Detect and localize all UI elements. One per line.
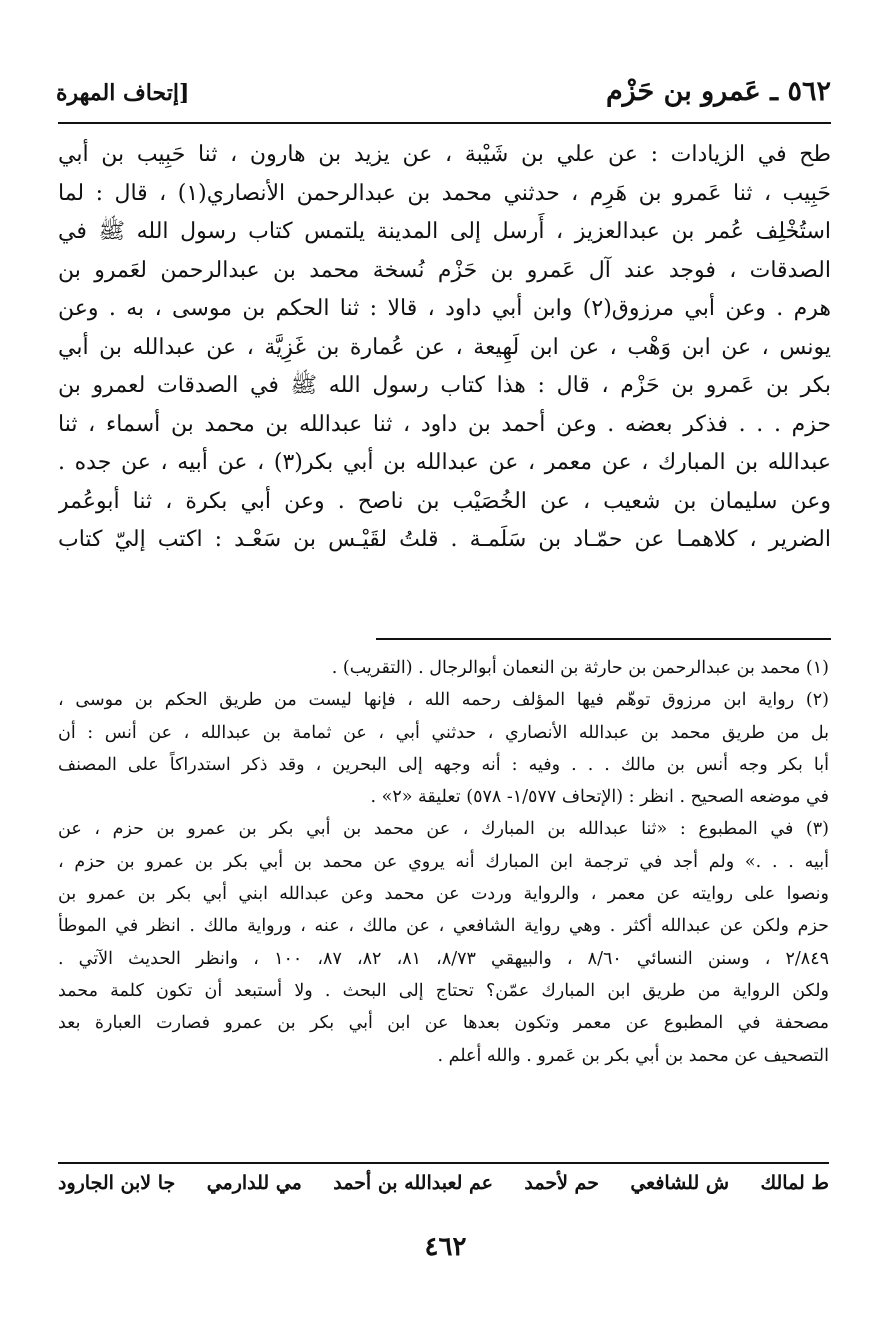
text-line: هرم . وعن أبي مرزوق(٢) وابن أبي داود ، قالا : ثنا الحكم بن موسى ، به . وعن <box>58 296 831 321</box>
footnote-line: بل من طريق محمد بن عبدالله الأنصاري ، حدثني أبي ، عن ثمامة بن عبدالله ، عن أنس : أن <box>58 722 829 743</box>
footnote-line: ولكن الرواية من طريق ابن المبارك عمّن؟ تحتاج إلى البحث . ولا أستبعد أن تكون كلمة محمد <box>58 980 829 1001</box>
footnote-line: ٢/٨٤٩ ، وسنن النسائي ٨/٦٠ ، والبيهقي ٨/٧٣، ٨١، ٨٢، ٨٧، ١٠٠ ، وانظر الحديث الآتي . <box>58 948 829 969</box>
footnote-separator <box>376 638 831 640</box>
main-text <box>58 136 831 560</box>
text-line: طح في الزيادات : عن علي بن شَيْبة ، عن يزيد بن هارون ، ثنا حَبِيب بن أبي <box>58 142 831 167</box>
sigla-separator <box>58 1162 829 1164</box>
footnote-line: مصحفة في المطبوع عن معمر وتكون بعدها عن ابن أبي بكر بن عمرو فصارت العبارة بعد <box>58 1013 829 1034</box>
page-number: ٤٦٢ <box>424 1232 467 1262</box>
text-line: حَبِيب ، ثنا عَمرو بن هَرِم ، حدثني محمد بن عبدالرحمن الأنصاري(١) ، قال : لما <box>58 180 831 206</box>
footnotes <box>58 652 829 1072</box>
text-line: الصدقات ، فوجد عند آل عَمرو بن حَزْم نُسخة محمد بن عبدالرحمن لعَمرو بن <box>58 257 831 283</box>
footnote-line: أبا بكر وجه أنس بن مالك . . . وفيه : أنه وجهه إلى البحرين ، وقد ذكر استدراكاً على المصنف <box>58 754 829 775</box>
footnote-line: ونصوا على روايته عن معمر ، والرواية وردت عن محمد وعن عبدالله ابني أبي بكر بن عمرو بن <box>58 884 829 905</box>
siglum: جا لابن الجارود <box>58 1172 176 1194</box>
siglum: حم لأحمد <box>524 1172 599 1194</box>
footnote-line: (٣) في المطبوع : «ثنا عبدالله بن المبارك ، عن محمد بن أبي بكر بن عمرو بن حزم ، عن <box>58 819 829 840</box>
text-line: يونس ، عن ابن وَهْب ، عن ابن لَهِيعة ، عن عُمارة بن غَزِيَّة ، عن عبدالله بن أبي <box>58 334 831 360</box>
siglum: ش للشافعي <box>630 1172 730 1194</box>
footnote-line: التصحيف عن محمد بن أبي بكر بن عَمرو . والله أعلم . <box>437 1045 829 1066</box>
text-line: بكر بن عَمرو بن حَزْم ، قال : هذا كتاب رسول الله ﷺ في الصدقات لعمرو بن <box>58 373 831 398</box>
text-line: حزم . . . فذكر بعضه . وعن أحمد بن داود ، ثنا عبدالله بن محمد بن أسماء ، ثنا <box>58 411 831 437</box>
book-title: [إتحاف المهرة <box>56 80 190 106</box>
footnote-line: حزم ولكن عن عبدالله أكثر . وهي رواية الشافعي ، عن مالك ، عنه ، ورواية مالك . انظر في الموطأ <box>58 916 829 937</box>
text-line: عبدالله بن المبارك ، عن معمر ، عن عبدالله بن أبي بكر(٣) ، عن أبيه ، عن جده . <box>58 450 831 475</box>
footnote-line: في موضعه الصحيح . انظر : (الإتحاف ١/٥٧٧- ٥٧٨) تعليقة «٢» . <box>370 787 829 808</box>
text-line: الضرير ، كلاهمـا عن حمّـاد بن سَلَمـة . قلتُ لقَيْـس بن سَعْـد : اكتب إليّ كتاب <box>58 527 831 552</box>
siglum: عم لعبدالله بن أحمد <box>333 1172 493 1194</box>
sigla-legend <box>58 1172 829 1208</box>
text-line: استُخْلِف عُمر بن عبدالعزيز ، أَرسل إلى المدينة يلتمس كتاب رسول الله ﷺ في <box>58 219 831 244</box>
siglum: ط لمالك <box>760 1172 829 1194</box>
footnote-line: أبيه . . .» ولم أجد في ترجمة ابن المبارك أنه يروي عن محمد بن أبي بكر بن عمرو بن حزم ، <box>58 851 829 872</box>
header-rule <box>58 122 831 124</box>
footnote-line: (١) محمد بن عبدالرحمن بن حارثة بن النعمان أبوالرجال . (التقريب) . <box>331 658 829 678</box>
chapter-title: ٥٦٢ ـ عَمرو بن حَزْم <box>605 76 831 107</box>
text-line: وعن سليمان بن شعيب ، عن الخُصَيْب بن ناصح . وعن أبي بكرة ، ثنا أبوعُمر <box>58 488 831 514</box>
running-head <box>56 76 831 120</box>
footnote-line: (٢) رواية ابن مرزوق توهّم فيها المؤلف رحمه الله ، فإنها ليست من طريق الحكم بن موسى ، <box>58 690 829 711</box>
siglum: مي للدارمي <box>206 1172 302 1194</box>
